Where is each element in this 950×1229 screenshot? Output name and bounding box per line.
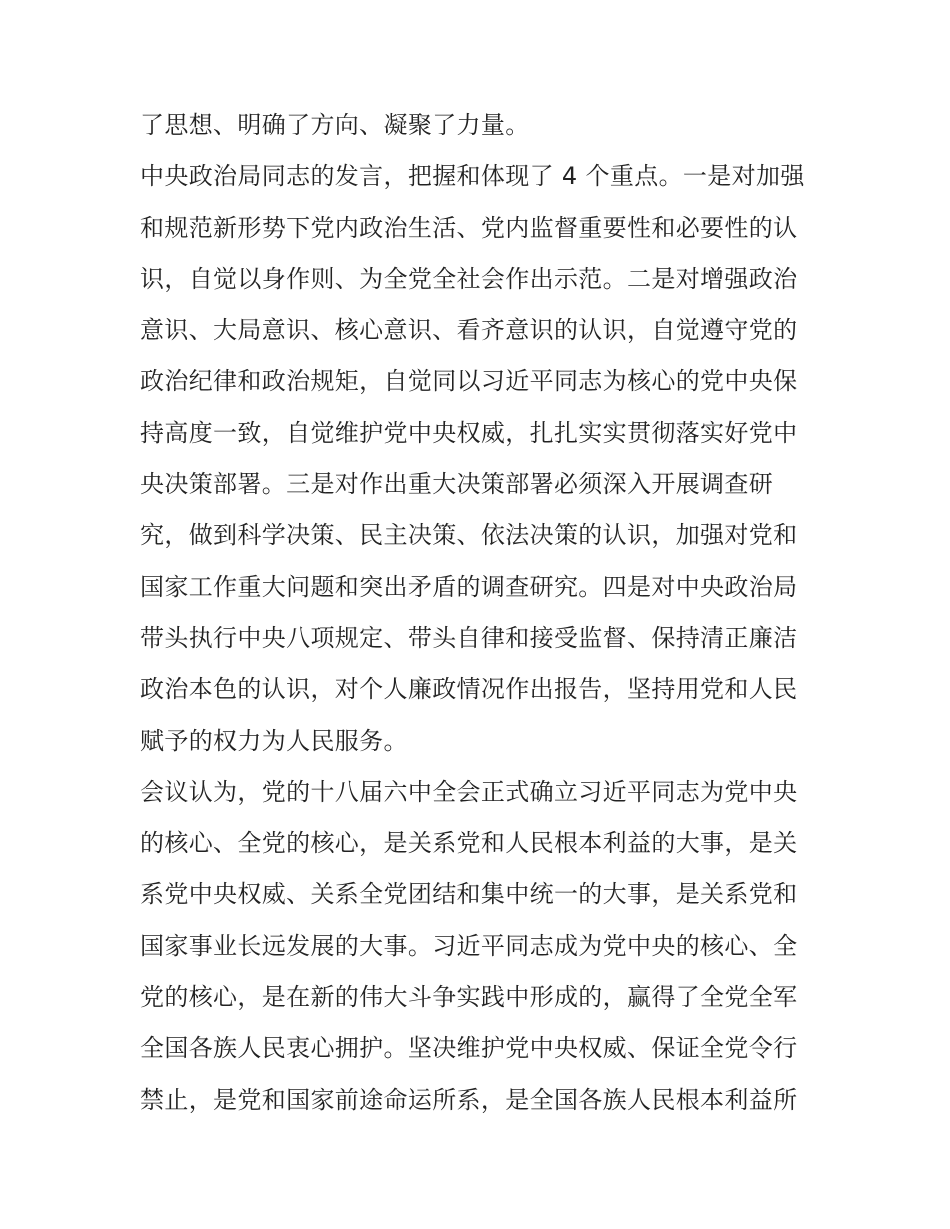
text-line: 会议认为，党的十八届六中全会正式确立习近平同志为党中央 <box>140 777 798 806</box>
text-line: 的核心、全党的核心，是关系党和人民根本利益的大事，是关 <box>140 829 798 858</box>
text-line: 党的核心，是在新的伟大斗争实践中形成的，赢得了全党全军 <box>140 983 798 1012</box>
text-line: 系党中央权威、关系全党团结和集中统一的大事，是关系党和 <box>140 880 798 909</box>
text-line: 赋予的权力为人民服务。 <box>140 726 408 755</box>
text-line: 识，自觉以身作则、为全党全社会作出示范。二是对增强政治 <box>140 264 798 293</box>
text-line: 政治纪律和政治规矩，自觉同以习近平同志为核心的党中央保 <box>140 367 798 396</box>
text-line: 究，做到科学决策、民主决策、依法决策的认识，加强对党和 <box>140 521 798 550</box>
text-line: 禁止，是党和国家前途命运所系，是全国各族人民根本利益所 <box>140 1085 798 1114</box>
text-line: 意识、大局意识、核心意识、看齐意识的认识，自觉遵守党的 <box>140 316 798 345</box>
text-line: 国家事业长远发展的大事。习近平同志成为党中央的核心、全 <box>140 931 798 960</box>
document-text <box>140 100 812 1126</box>
text-line: 政治本色的认识，对个人廉政情况作出报告，坚持用党和人民 <box>140 675 798 704</box>
text-line: 持高度一致，自觉维护党中央权威，扎扎实实贯彻落实好党中 <box>140 418 798 447</box>
text-line: 国家工作重大问题和突出矛盾的调查研究。四是对中央政治局 <box>140 572 798 601</box>
text-line: 和规范新形势下党内政治生活、党内监督重要性和必要性的认 <box>140 213 798 242</box>
text-line: 中央政治局同志的发言，把握和体现了 4 个重点。一是对加强 <box>140 162 805 191</box>
text-line: 全国各族人民衷心拥护。坚决维护党中央权威、保证全党令行 <box>140 1034 798 1063</box>
text-line: 了思想、明确了方向、凝聚了力量。 <box>140 111 530 139</box>
text-line: 带头执行中央八项规定、带头自律和接受监督、保持清正廉洁 <box>140 623 798 652</box>
text-line: 央决策部署。三是对作出重大决策部署必须深入开展调查研 <box>140 470 774 499</box>
